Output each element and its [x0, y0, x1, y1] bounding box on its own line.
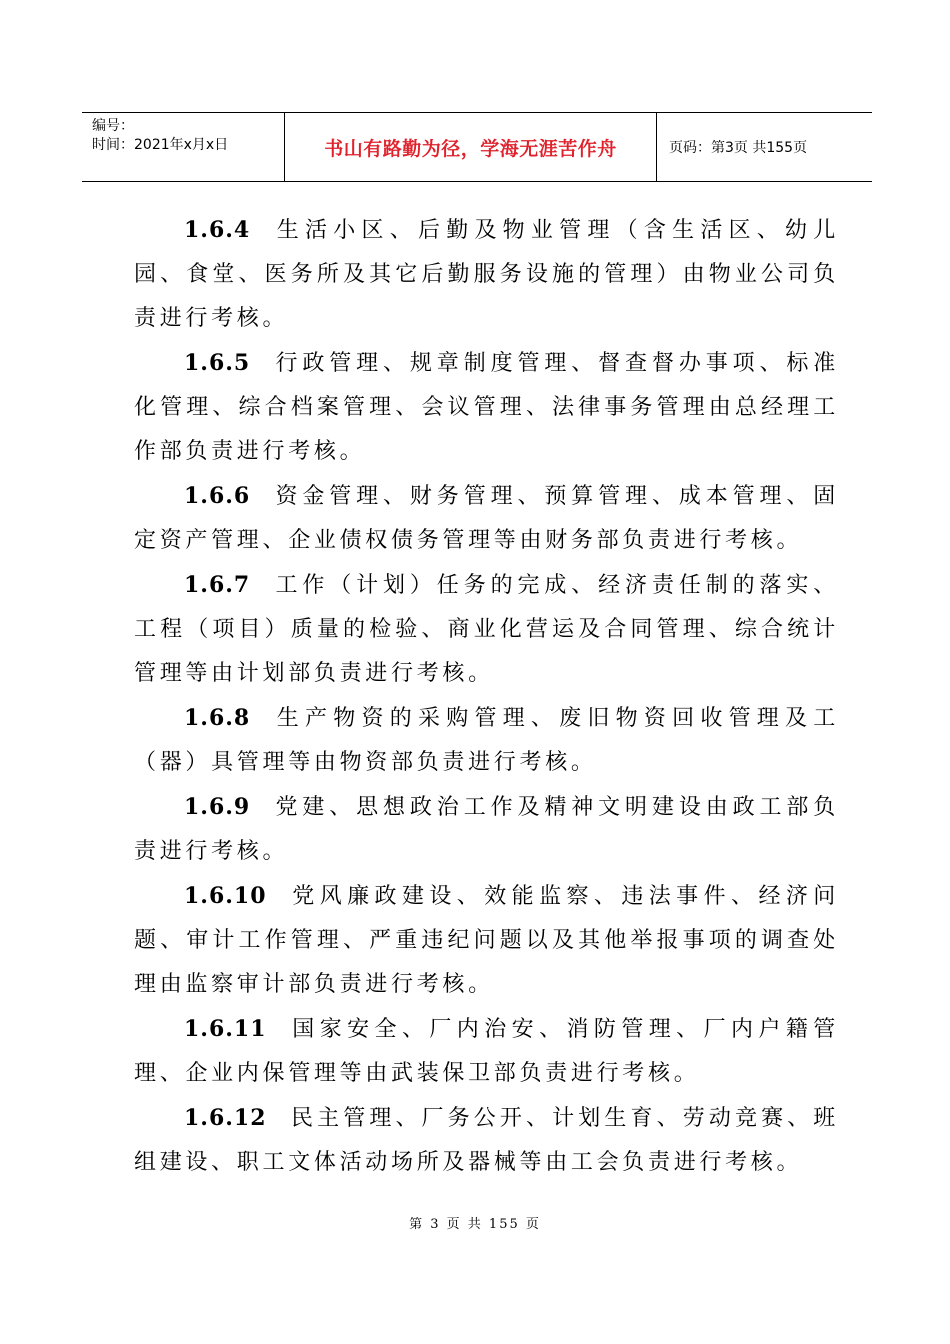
- header-meta: [82, 113, 285, 181]
- clause-text: 党建、思想政治工作及精神文明建设由政工部负责进行考核。: [134, 795, 839, 864]
- paragraph-1-6-6: [134, 474, 839, 563]
- clause-number: 1.6.12: [184, 1105, 267, 1131]
- clause-number: 1.6.7: [184, 572, 251, 598]
- page-footer: 第 3 页 共 155 页: [409, 1217, 541, 1232]
- clause-text: 民主管理、厂务公开、计划生育、劳动竞赛、班组建设、职工文体活动场所及器械等由工会负责进行考核。: [134, 1106, 839, 1175]
- paragraph-1-6-8: [134, 696, 839, 785]
- clause-number: 1.6.6: [184, 483, 251, 509]
- paragraph-1-6-11: [134, 1007, 839, 1096]
- clause-text: 国家安全、厂内治安、消防管理、厂内户籍管理、企业内保管理等由武装保卫部负责进行考核。: [134, 1017, 839, 1086]
- clause-text: 行政管理、规章制度管理、督查督办事项、标准化管理、综合档案管理、会议管理、法律事务管理由总经理工作部负责进行考核。: [134, 351, 839, 464]
- paragraph-1-6-10: [134, 874, 839, 1007]
- clause-number: 1.6.11: [184, 1016, 267, 1042]
- paragraph-1-6-12: [134, 1096, 839, 1185]
- clause-number: 1.6.5: [184, 350, 251, 376]
- document-body: [134, 208, 839, 1185]
- clause-text: 党风廉政建设、效能监察、违法事件、经济问题、审计工作管理、严重违纪问题以及其他举报事项的调查处理由监察审计部负责进行考核。: [134, 884, 839, 997]
- clause-text: 生活小区、后勤及物业管理（含生活区、幼儿园、食堂、医务所及其它后勤服务设施的管理）由物业公司负责进行考核。: [134, 218, 839, 331]
- clause-number: 1.6.8: [184, 705, 251, 731]
- clause-text: 工作（计划）任务的完成、经济责任制的落实、工程（项目）质量的检验、商业化营运及合同管理、综合统计管理等由计划部负责进行考核。: [134, 573, 839, 686]
- code-label: 编号：: [92, 118, 134, 134]
- clause-number: 1.6.4: [184, 217, 251, 243]
- paragraph-1-6-9: [134, 785, 839, 874]
- clause-number: 1.6.10: [184, 883, 267, 909]
- paragraph-1-6-5: [134, 341, 839, 474]
- header-motto: 书山有路勤为径，学海无涯苦作舟: [285, 113, 657, 181]
- time-label: 时间：2021年x月x日: [92, 137, 229, 153]
- clause-text: 资金管理、财务管理、预算管理、成本管理、固定资产管理、企业债权债务管理等由财务部负责进行考核。: [134, 484, 839, 553]
- clause-text: 生产物资的采购管理、废旧物资回收管理及工（器）具管理等由物资部负责进行考核。: [134, 706, 839, 775]
- header-page-info: 页码：第3页 共155页: [669, 140, 808, 156]
- paragraph-1-6-7: [134, 563, 839, 696]
- paragraph-1-6-4: [134, 208, 839, 341]
- clause-number: 1.6.9: [184, 794, 251, 820]
- document-header: [82, 112, 872, 182]
